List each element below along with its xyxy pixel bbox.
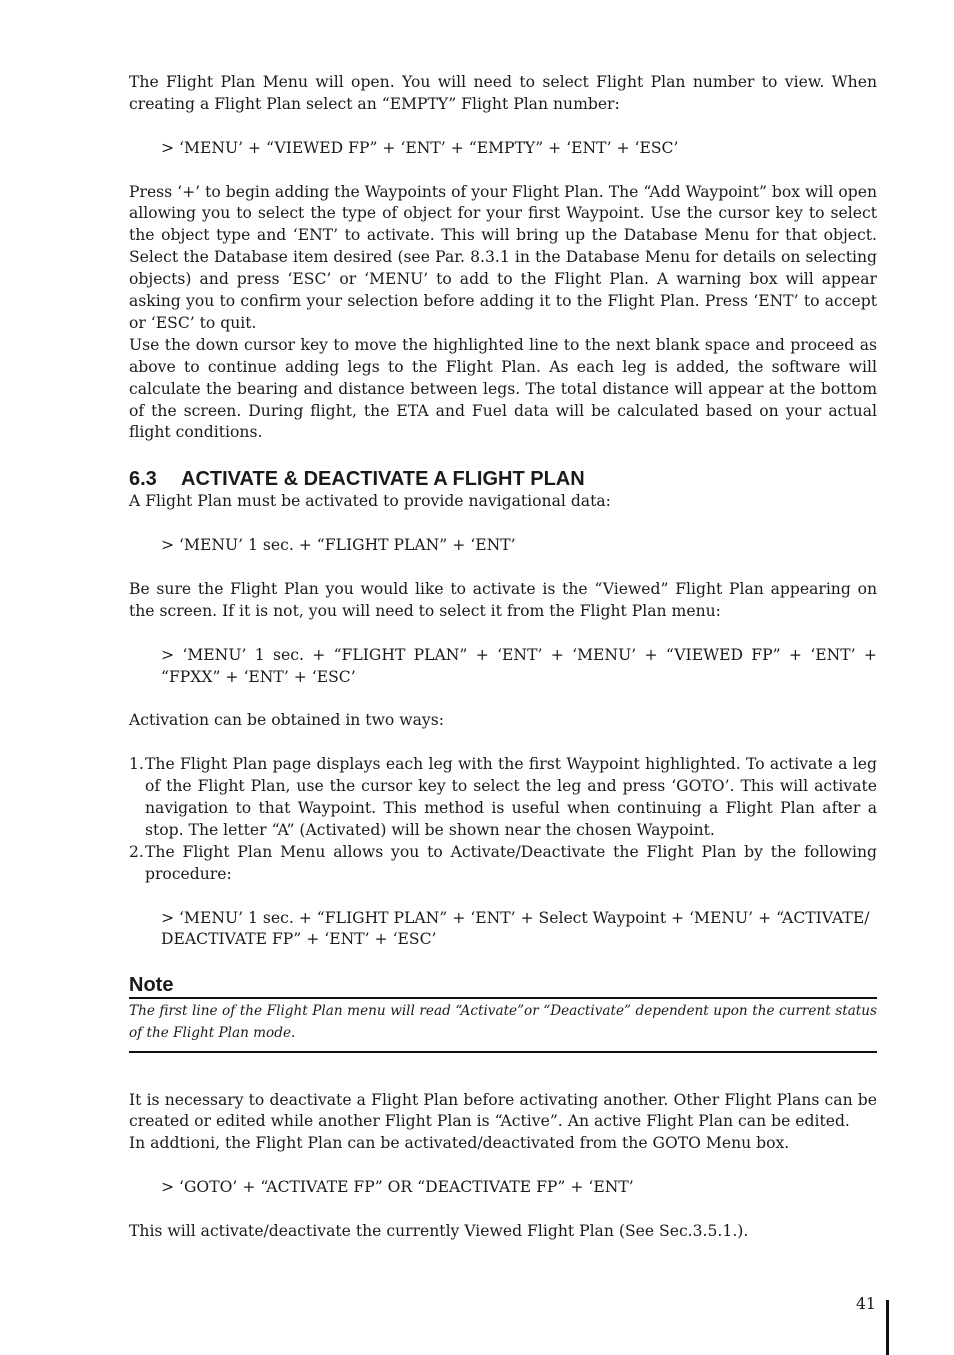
section-command-2: > ‘MENU’ 1 sec. + “FLIGHT PLAN” + ‘ENT’ + ‘MENU’ + “VIEWED FP” + ‘ENT’ + “FPXX” + ‘ENT’ + ‘ESC’	[161, 645, 877, 686]
after-paragraph-1: It is necessary to deactivate a Flight Plan before activating another. Other Flight Plans can be created or edited while another Flight Plan is “Active”. An active Flight Plan can be edited.	[129, 1090, 877, 1131]
section-command-3: > ‘MENU’ 1 sec. + “FLIGHT PLAN” + ‘ENT’ + Select Waypoint + ‘MENU’ + “ACTIVATE/ DEACTIVATE FP” + ‘ENT’ + ‘ESC’	[161, 908, 870, 949]
intro-paragraph-3: Use the down cursor key to move the highlighted line to the next blank space and proceed as above to continue adding legs to the Flight Plan. As each leg is added, the software will calculate the bearing and distance between legs. The total distance will appear at the bottom of the screen. During flight, the ETA and Fuel data will be calculated based on your actual flight conditions.	[129, 335, 877, 442]
list-item-number: 1.	[129, 755, 144, 774]
list-item	[129, 842, 877, 886]
after-paragraph-3: This will activate/deactivate the currently Viewed Flight Plan (See Sec.3.5.1.).	[129, 1221, 749, 1240]
page-number: 41	[856, 1295, 876, 1313]
page-content	[129, 72, 877, 1243]
section-paragraph-1: A Flight Plan must be activated to provide navigational data:	[129, 492, 611, 511]
intro-paragraph-1: The Flight Plan Menu will open. You will need to select Flight Plan number to view. When creating a Flight Plan select an “EMPTY” Flight Plan number:	[129, 73, 877, 113]
after-paragraph-2: In addtioni, the Flight Plan can be activated/deactivated from the GOTO Menu box.	[129, 1134, 790, 1153]
after-command-1: > ‘GOTO’ + “ACTIVATE FP” OR “DEACTIVATE FP” + ‘ENT’	[161, 1178, 634, 1197]
note-box	[129, 997, 877, 1052]
section-number: 6.3	[129, 468, 157, 491]
list-item-number: 2.	[129, 842, 144, 861]
note-title: Note	[129, 974, 174, 997]
section-paragraph-2: Be sure the Flight Plan you would like to activate is the “Viewed” Flight Plan appearing on the screen. If it is not, you will need to select it from the Flight Plan menu:	[129, 579, 877, 620]
page-edge-bar	[886, 1300, 889, 1355]
list-item-text: The Flight Plan page displays each leg with the first Waypoint highlighted. To activate a leg of the Flight Plan, use the cursor key to select the leg and press ‘GOTO’. This will activate navigation to that Waypoint. This method is useful when continuing a Flight Plan after a stop. The letter “A” (Activated) will be shown near the chosen Waypoint.	[145, 755, 877, 839]
note-text: The first line of the Flight Plan menu will read “Activate”or “Deactivate” dependent upon the current status of the Flight Plan mode.	[129, 1003, 877, 1041]
intro-paragraph-2: Press ‘+’ to begin adding the Waypoints of your Flight Plan. The “Add Waypoint” box will open allowing you to select the type of object for your first Waypoint. Use the cursor key to select the object type and ‘ENT’ to activate. This will bring up the Database Menu for that object. Select the Database item desired (see Par. 8.3.1 in the Database Menu for details on selecting objects) and press ‘ESC’ or ‘MENU’ to add to the Flight Plan. A warning box will appear asking you to confirm your selection before adding it to the Flight Plan. Press ‘ENT’ to accept or ‘ESC’ to quit.	[129, 182, 877, 332]
section-heading	[129, 467, 877, 491]
list-item-text: The Flight Plan Menu allows you to Activate/Deactivate the Flight Plan by the following procedure:	[145, 842, 877, 883]
section-command-1: > ‘MENU’ 1 sec. + “FLIGHT PLAN” + ‘ENT’	[161, 536, 516, 555]
section-paragraph-3: Activation can be obtained in two ways:	[129, 711, 444, 730]
intro-command-1: > ‘MENU’ + “VIEWED FP” + ‘ENT’ + “EMPTY” + ‘ENT’ + ‘ESC’	[161, 138, 679, 157]
list-item	[129, 754, 877, 842]
section-title: ACTIVATE & DEACTIVATE A FLIGHT PLAN	[181, 468, 585, 491]
